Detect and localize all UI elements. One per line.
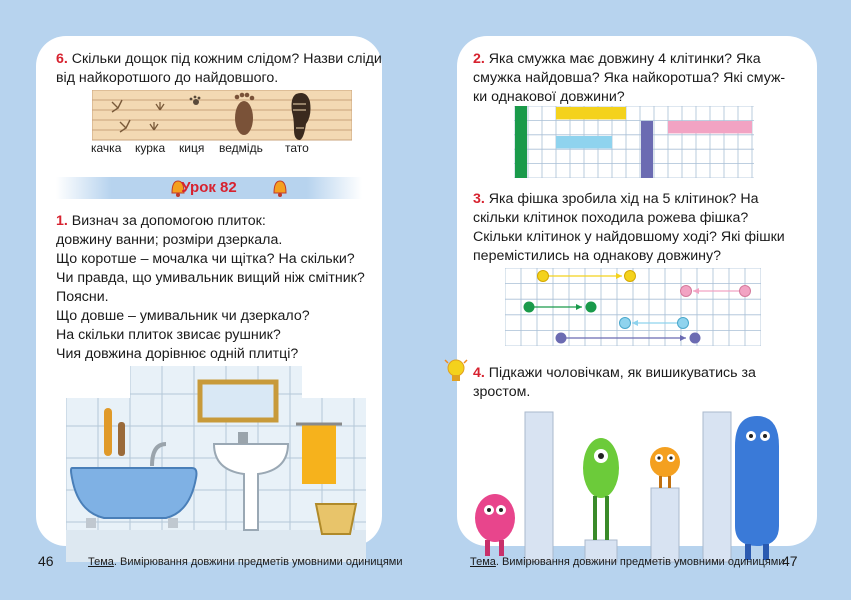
right-page: [457, 36, 817, 546]
lesson-banner: [56, 177, 362, 199]
task-1-line: Поясни.: [56, 289, 109, 305]
task-1-text: [56, 212, 365, 364]
task-6-number: 6.: [56, 51, 68, 67]
yellow-counter: [625, 271, 636, 282]
orange-monster-icon: [650, 447, 680, 488]
height-column: [703, 412, 731, 562]
task-3-text: [473, 190, 785, 266]
footer-topic-word: Тема: [88, 556, 114, 568]
stripes-grid: [514, 106, 754, 178]
purple-counter: [556, 333, 567, 344]
yellow-stripe: [556, 107, 626, 119]
task-6-line-2: від найкоротшого до найдовшого.: [56, 70, 279, 86]
task-2-line: смужка найдовша? Яка найкоротша? Які смуж-: [473, 70, 786, 86]
pink-counter: [681, 286, 692, 297]
task-6-text: [56, 50, 382, 88]
green-monster-icon: [583, 438, 619, 540]
task-2-text: [473, 50, 785, 107]
task-1-line: Чия довжина дорівнює одній плитці?: [56, 346, 299, 362]
task-1-line: На скільки плиток звисає рушник?: [56, 327, 281, 343]
page-number-right: 47: [782, 553, 798, 569]
task-1-line: Чи правда, що умивальник вищий ніж смітник?: [56, 270, 365, 286]
task-1-number: 1.: [56, 213, 68, 229]
track-label-dad: тато: [285, 141, 309, 155]
blue-stripe: [556, 136, 612, 148]
pink-monster-icon: [475, 494, 515, 556]
task-6-line-1: Скільки дощок під кожним слідом? Назви сліди: [71, 51, 382, 67]
mirror-icon: [200, 382, 276, 420]
pink-counter: [740, 286, 751, 297]
task-2-line: Яка смужка має довжину 4 клітинки? Яка: [488, 51, 761, 67]
purple-counter: [690, 333, 701, 344]
task-3-line: Скільки клітинок у найдовшому ході? Які фішки: [473, 229, 785, 245]
track-label-cat: киця: [179, 141, 205, 155]
task-4-line-2: зростом.: [473, 384, 531, 400]
blue-monster-icon: [735, 416, 779, 560]
task-4-number: 4.: [473, 365, 485, 381]
task-3-number: 3.: [473, 191, 485, 207]
task-3-line: перемістились на однакову довжину?: [473, 248, 721, 264]
height-column: [525, 412, 553, 562]
sponge-icon: [104, 408, 112, 456]
task-1-line: Що довше – умивальник чи дзеркало?: [56, 308, 310, 324]
trash-basket-icon: [316, 504, 356, 534]
green-counter: [586, 302, 597, 313]
task-1-line: довжину ванни; розміри дзеркала.: [56, 232, 283, 248]
track-label-bear: ведмідь: [219, 141, 263, 155]
bathroom-illustration: [66, 362, 366, 562]
height-column: [651, 488, 679, 562]
task-2-line: ки однакової довжини?: [473, 89, 625, 105]
blue-counter: [620, 318, 631, 329]
blue-counter: [678, 318, 689, 329]
track-label-duck: качка: [91, 141, 122, 155]
towel-icon: [302, 424, 336, 484]
pink-stripe: [668, 121, 752, 133]
brush-icon: [118, 422, 125, 456]
bathtub-icon: [71, 468, 197, 518]
task-1-line: Що коротше – мочалка чи щітка? На скільки?: [56, 251, 355, 267]
green-counter: [524, 302, 535, 313]
footer-topic-word: Тема: [470, 556, 496, 568]
track-label-chicken: курка: [135, 141, 166, 155]
purple-stripe: [641, 121, 653, 178]
task-4-line-1: Підкажи чоловічкам, як вишикуватись за: [488, 365, 756, 381]
footprint-boards: [92, 90, 352, 174]
left-page: [36, 36, 382, 546]
footer-topic-text: . Вимірювання довжини предметів умовними одиницями: [113, 556, 403, 568]
bell-icon: [268, 175, 292, 199]
task-1-line: Визнач за допомогою плиток:: [71, 213, 266, 229]
green-stripe: [515, 106, 527, 178]
little-men-illustration: [467, 406, 807, 566]
counters-grid: [505, 268, 761, 346]
footer-topic-right: [470, 556, 784, 568]
lightbulb-icon: [443, 356, 469, 386]
yellow-counter: [538, 271, 549, 282]
footer-topic-text: . Вимірювання довжини предметів умовними одиницями: [495, 556, 785, 568]
task-3-line: Яка фішка зробила хід на 5 клітинок? На: [488, 191, 759, 207]
footer-topic-left: [88, 556, 402, 568]
task-4-text: [473, 364, 756, 402]
task-3-line: скільки клітинок походила рожева фішка?: [473, 210, 749, 226]
lesson-title: Урок 82: [181, 179, 237, 196]
task-2-number: 2.: [473, 51, 485, 67]
page-number-left: 46: [38, 553, 54, 569]
